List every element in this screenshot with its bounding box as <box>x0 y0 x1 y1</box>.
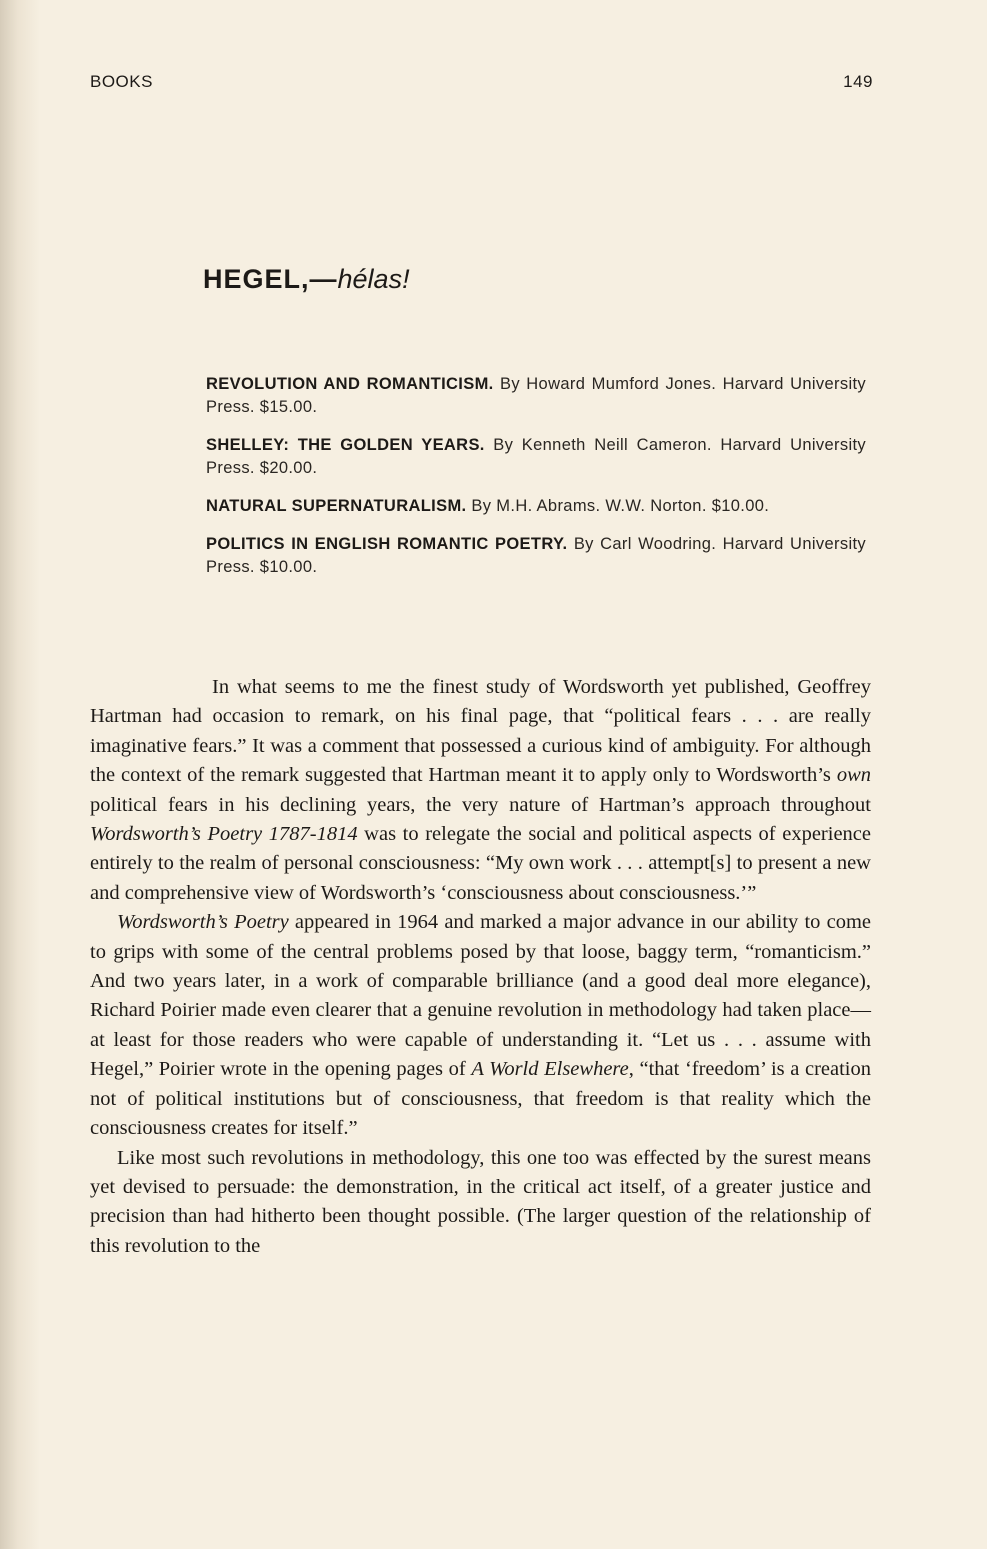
book-title: REVOLUTION AND ROMANTICISM. <box>206 375 494 393</box>
book-title-italic: A World Elsewhere <box>471 1058 629 1081</box>
article-title-subtitle: hélas! <box>337 264 410 294</box>
emphasis: own <box>836 764 871 787</box>
text-run: appeared in 1964 and marked a major advance in our ability to come to grips with some of the central problems posed by that loose, baggy term, “romanticism.” And two years later, in a work of comparable brilliance (and a good deal more elegance), Richard Poirier made even clearer that a genuine revolution in methodology had taken place—at least for those readers who were capable of understanding it. “Let us . . . assume with Hegel,” Poirier wrote in the opening pages of <box>90 911 871 1081</box>
book-title: SHELLEY: THE GOLDEN YEARS. <box>206 436 485 454</box>
book-title-italic: Wordsworth’s Poetry <box>117 911 289 934</box>
book-title: NATURAL SUPERNATURALISM. <box>206 497 467 515</box>
book-details: By Carl Woodring. Harvard University Press. $10.00. <box>206 535 866 576</box>
book-entry <box>206 434 866 480</box>
text-run: In what seems to me the finest study of Wordsworth yet published, Geoffrey Hartman had occasion to remark, on his final page, that “political fears . . . are really imaginative fears.” It was a comment that possessed a curious kind of ambiguity. For although the context of the remark suggested that Hartman meant it to apply only to Wordsworth’s <box>90 676 871 787</box>
article-title-main: HEGEL,— <box>203 264 338 294</box>
page-number: 149 <box>843 72 873 91</box>
body-paragraph <box>90 673 871 908</box>
body-paragraph <box>90 908 871 1143</box>
running-head-section: BOOKS <box>90 72 153 91</box>
book-entry <box>206 533 866 579</box>
text-run: was to relegate the social and political aspects of experience entirely to the realm of personal consciousness: “My own work . . . attempt[s] to present a new and comprehensive view of Wordsworth’s ‘consciousness about consciousness.’” <box>90 823 871 904</box>
book-details: By Howard Mumford Jones. Harvard University Press. $15.00. <box>206 375 867 416</box>
page-gutter-shadow <box>0 0 40 1549</box>
book-entry <box>206 373 866 419</box>
reviewed-books-list <box>206 373 866 594</box>
text-run: political fears in his declining years, the very nature of Hartman’s approach throughout <box>90 793 871 816</box>
book-details: By M.H. Abrams. W.W. Norton. $10.00. <box>466 497 770 515</box>
article-body <box>90 673 871 1261</box>
article-title <box>203 264 410 295</box>
book-entry <box>206 495 866 518</box>
body-paragraph <box>90 1144 871 1262</box>
book-details: By Kenneth Neill Cameron. Harvard University Press. $20.00. <box>206 436 866 477</box>
book-title-italic: Wordsworth’s Poetry 1787-1814 <box>90 823 358 846</box>
text-run: , “that ‘freedom’ is a creation not of political institutions but of consciousness, that freedom is that reality which the consciousness creates for itself.” <box>90 1058 872 1140</box>
text-run: Like most such revolutions in methodology, this one too was effected by the surest means yet devised to persuade: the demonstration, in the critical act itself, of a greater justice and precision than had hitherto been thought possible. (The larger question of the relationship of this revolution to the <box>90 1146 871 1257</box>
book-title: POLITICS IN ENGLISH ROMANTIC POETRY. <box>206 535 568 553</box>
